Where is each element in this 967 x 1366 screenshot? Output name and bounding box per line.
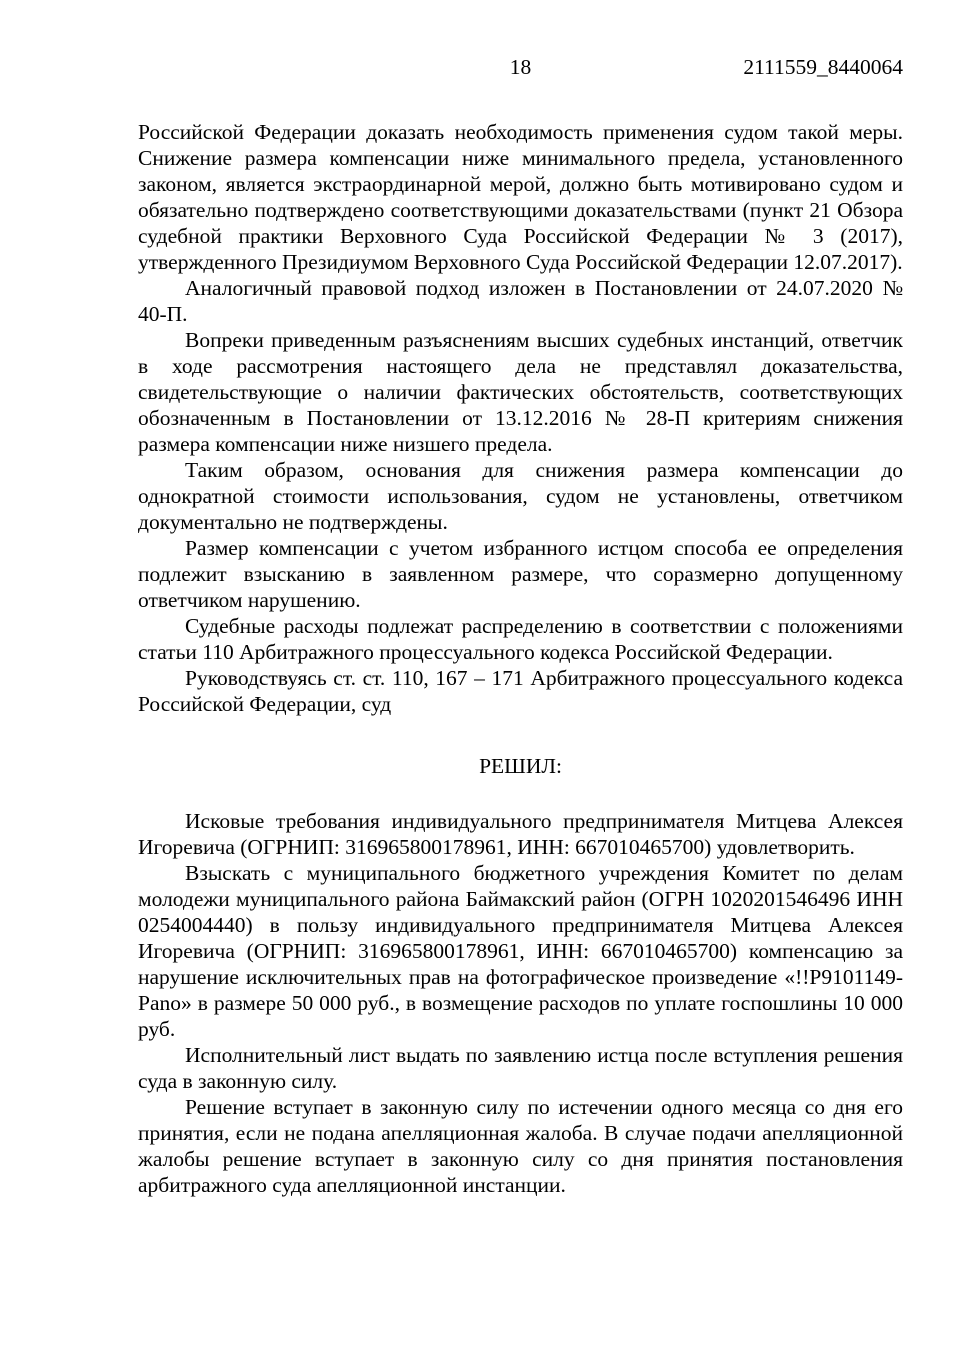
- body-paragraph: Судебные расходы подлежат распределению в соответствии с положениями статьи 110 Арбитражного процессуального кодекса Российской Федерации.: [138, 614, 903, 664]
- body-paragraph: Российской Федерации доказать необходимость применения судом такой меры. Снижение размера компенсации ниже минимального предела, установленного законом, является экстраординарной мерой, должно быть мотивировано судом и обязательно подтверждено соответствующими доказательствами (пункт 21 Обзора судебной практики Верховного Суда Российской Федерации № 3 (2017), утвержденного Президиумом Верховного Суда Российской Федерации 12.07.2017).: [138, 120, 903, 274]
- document-id: 2111559_8440064: [743, 55, 903, 79]
- page-number: 18: [509, 55, 532, 79]
- body-paragraph: Аналогичный правовой подход изложен в Постановлении от 24.07.2020 № 40-П.: [138, 276, 903, 326]
- body-paragraph: Таким образом, основания для снижения размера компенсации до однократной стоимости использования, судом не установлены, ответчиком документально не подтверждены.: [138, 458, 903, 534]
- ruling-paragraph: Исполнительный лист выдать по заявлению истца после вступления решения суда в законную силу.: [138, 1043, 903, 1093]
- ruling-paragraph: Решение вступает в законную силу по истечении одного месяца со дня его принятия, если не подана апелляционная жалоба. В случае подачи апелляционной жалобы решение вступает в законную силу со дня принятия постановления арбитражного суда апелляционной инстанции.: [138, 1095, 903, 1197]
- ruling-paragraph: Взыскать с муниципального бюджетного учреждения Комитет по делам молодежи муниципального района Баймакский район (ОГРН 1020201546496 ИНН 0254004440) в пользу индивидуального предпринимателя Митцева Алексея Игоревича (ОГРНИП: 316965800178961, ИНН: 667010465700) компенсацию за нарушение исключительных прав на фотографическое произведение «!!P9101149-Pano» в размере 50 000 руб., в возмещение расходов по уплате госпошлины 10 000 руб.: [138, 861, 903, 1041]
- body-paragraph: Вопреки приведенным разъяснениям высших судебных инстанций, ответчик в ходе рассмотрения настоящего дела не представлял доказательства, свидетельствующие о наличии фактических обстоятельств, соответствующих обозначенным в Постановлении от 13.12.2016 № 28-П критериям снижения размера компенсации ниже низшего предела.: [138, 328, 903, 456]
- body-paragraph: Размер компенсации с учетом избранного истцом способа ее определения подлежит взысканию в заявленном размере, что соразмерно допущенному ответчиком нарушению.: [138, 536, 903, 612]
- page-header: [138, 54, 903, 80]
- document-body: [138, 119, 903, 1198]
- body-paragraph: Руководствуясь ст. ст. 110, 167 – 171 Арбитражного процессуального кодекса Российской Федерации, суд: [138, 666, 903, 716]
- ruling-heading: РЕШИЛ:: [479, 754, 562, 778]
- ruling-paragraph: Исковые требования индивидуального предпринимателя Митцева Алексея Игоревича (ОГРНИП: 316965800178961, ИНН: 667010465700) удовлетворить.: [138, 809, 903, 859]
